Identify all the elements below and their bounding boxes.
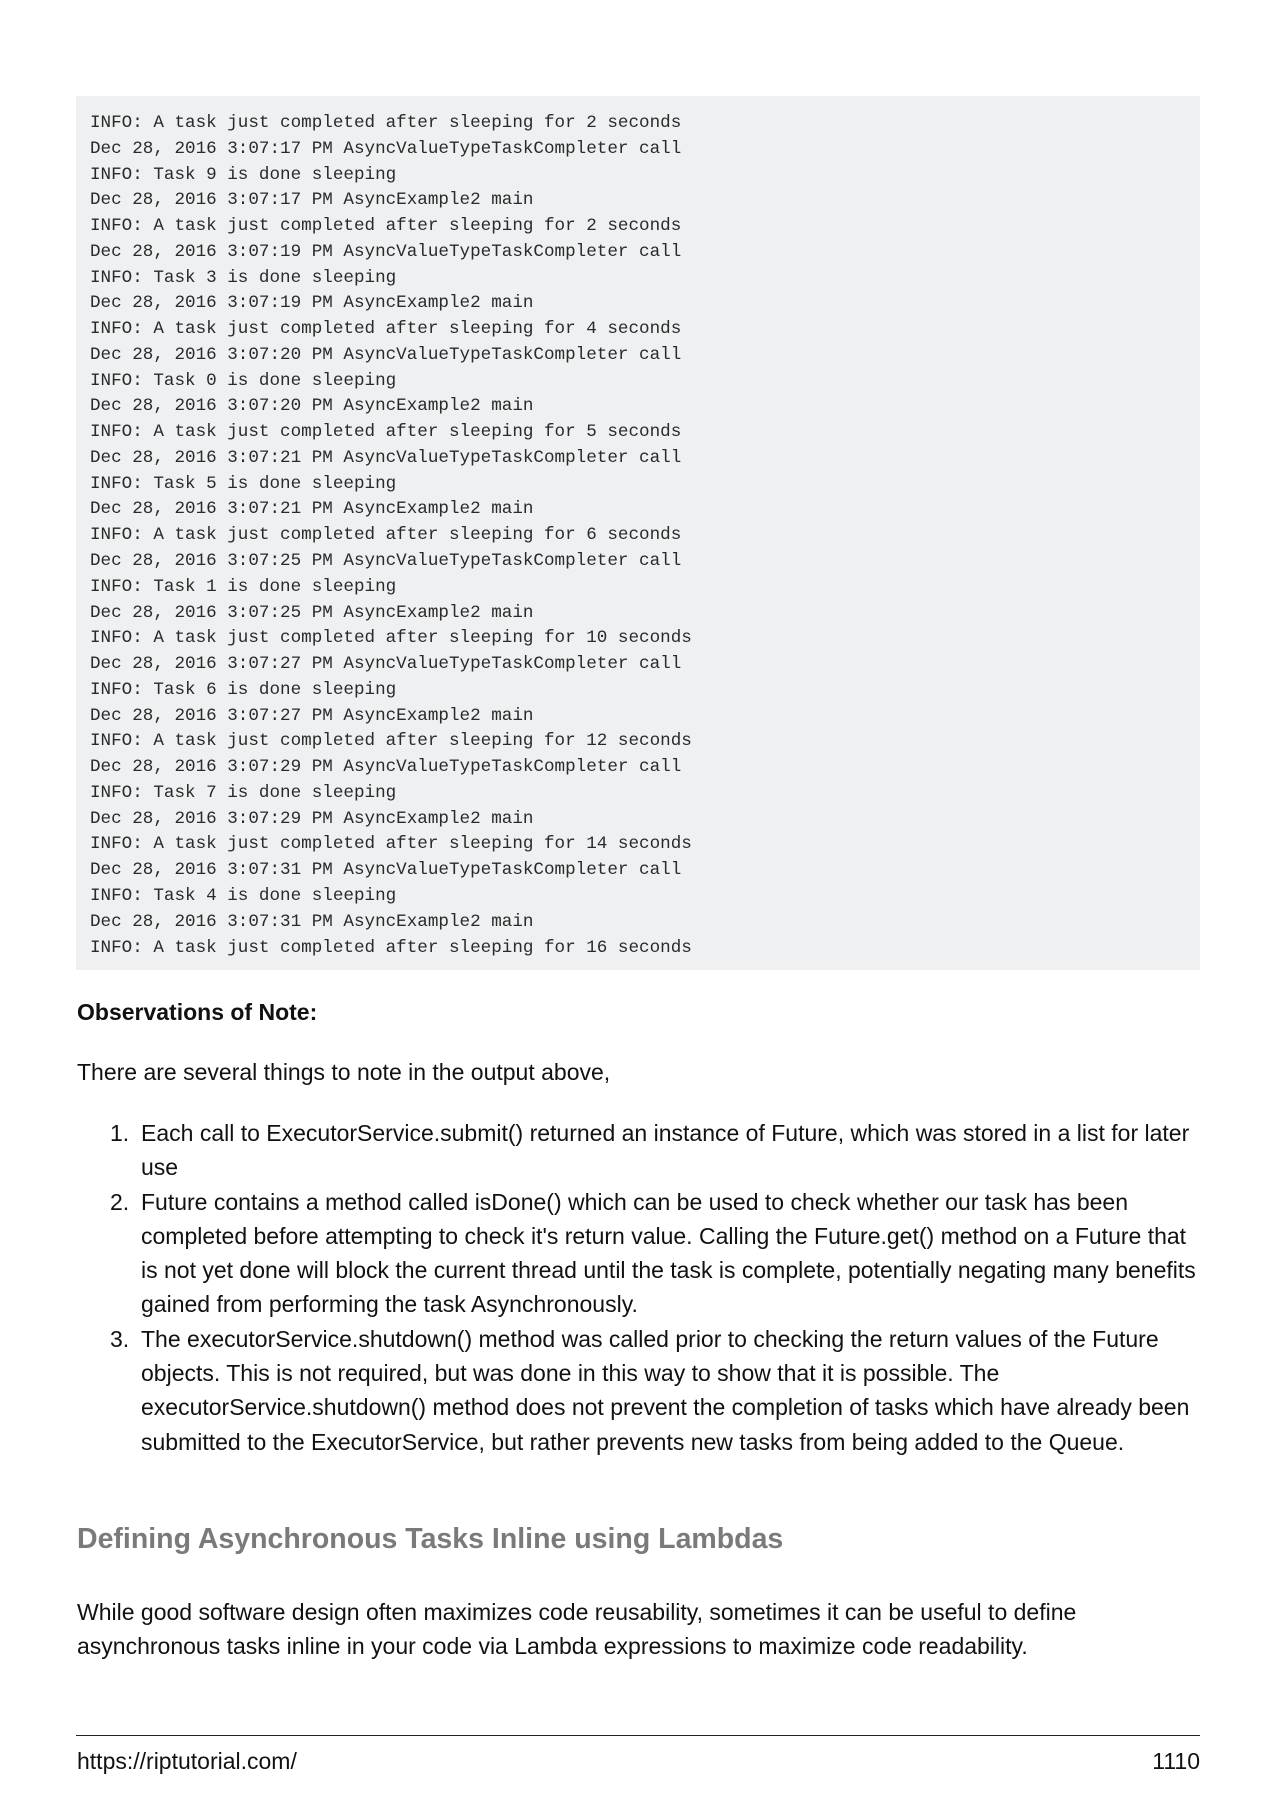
code-line: Dec 28, 2016 3:07:27 PM AsyncValueTypeTaskCompleter call — [90, 654, 682, 675]
list-item-text: Each call to ExecutorService.submit() returned an instance of Future, which was stored in a list for later use — [141, 1120, 1190, 1181]
code-line: INFO: Task 1 is done sleeping — [90, 576, 397, 597]
code-line: INFO: A task just completed after sleeping for 10 seconds — [90, 628, 692, 649]
code-output-block — [76, 96, 1200, 970]
code-line: Dec 28, 2016 3:07:20 PM AsyncExample2 main — [90, 396, 534, 417]
code-line: INFO: A task just completed after sleeping for 14 seconds — [90, 834, 692, 855]
code-line: INFO: A task just completed after sleeping for 6 seconds — [90, 525, 682, 546]
code-line: INFO: Task 6 is done sleeping — [90, 679, 397, 700]
list-item-text: The executorService.shutdown() method was called prior to checking the return values of the Future objects. This is not required, but was done in this way to show that it is possible. The executorService.shutdown() method does not prevent the completion of tasks which have already been submitted to the ExecutorService, but rather prevents new tasks from being added to the Queue. — [141, 1325, 1190, 1455]
code-line: INFO: Task 5 is done sleeping — [90, 473, 397, 494]
code-line: INFO: Task 9 is done sleeping — [90, 164, 397, 185]
code-line: INFO: A task just completed after sleeping for 5 seconds — [90, 422, 682, 443]
observations-list — [77, 1116, 1197, 1459]
code-line: Dec 28, 2016 3:07:25 PM AsyncValueTypeTaskCompleter call — [90, 551, 682, 572]
code-line: INFO: A task just completed after sleeping for 2 seconds — [90, 113, 682, 133]
code-line: Dec 28, 2016 3:07:31 PM AsyncExample2 main — [90, 911, 534, 932]
code-line: Dec 28, 2016 3:07:17 PM AsyncValueTypeTaskCompleter call — [90, 138, 682, 159]
code-line: INFO: A task just completed after sleeping for 12 seconds — [90, 731, 692, 752]
code-line: Dec 28, 2016 3:07:29 PM AsyncValueTypeTaskCompleter call — [90, 757, 682, 778]
code-line: Dec 28, 2016 3:07:21 PM AsyncExample2 main — [90, 499, 534, 520]
code-lines — [90, 111, 1186, 961]
section-body: While good software design often maximizes code reusability, sometimes it can be useful to define asynchronous tasks inline in your code via Lambda expressions to maximize code readability. — [77, 1599, 1077, 1659]
list-item-number: 3. — [110, 1325, 130, 1352]
footer-divider — [76, 1735, 1200, 1736]
observations-intro: There are several things to note in the output above, — [77, 1059, 611, 1085]
code-line: INFO: A task just completed after sleeping for 2 seconds — [90, 216, 682, 237]
code-line: Dec 28, 2016 3:07:20 PM AsyncValueTypeTaskCompleter call — [90, 344, 682, 365]
code-line: Dec 28, 2016 3:07:31 PM AsyncValueTypeTaskCompleter call — [90, 860, 682, 881]
list-item — [77, 1185, 1197, 1322]
list-item-number: 2. — [110, 1188, 130, 1215]
section-heading: Defining Asynchronous Tasks Inline using Lambdas — [77, 1523, 784, 1555]
list-item-number: 1. — [110, 1120, 130, 1146]
list-item-text: Future contains a method called isDone() which can be used to check whether our task has been completed before attempting to check it's return value. Calling the Future.get() method on a Future that is not yet done will block the current thread until the task is complete, potentially negating many benefits gained from performing the task Asynchronously. — [141, 1188, 1196, 1318]
code-line: INFO: Task 4 is done sleeping — [90, 885, 397, 906]
code-line: Dec 28, 2016 3:07:21 PM AsyncValueTypeTaskCompleter call — [90, 447, 682, 468]
code-line: Dec 28, 2016 3:07:25 PM AsyncExample2 main — [90, 602, 534, 623]
list-item — [77, 1116, 1197, 1185]
code-line: INFO: Task 0 is done sleeping — [90, 370, 397, 391]
code-line: Dec 28, 2016 3:07:17 PM AsyncExample2 main — [90, 190, 534, 211]
code-line: Dec 28, 2016 3:07:19 PM AsyncValueTypeTaskCompleter call — [90, 241, 682, 262]
code-line: INFO: Task 3 is done sleeping — [90, 267, 397, 288]
page-number: 1110 — [1152, 1748, 1200, 1774]
code-line: INFO: A task just completed after sleeping for 16 seconds — [90, 937, 692, 958]
list-item — [77, 1322, 1197, 1459]
footer-url-link[interactable]: https://riptutorial.com/ — [77, 1748, 297, 1774]
code-line: Dec 28, 2016 3:07:29 PM AsyncExample2 main — [90, 808, 534, 829]
observations-heading: Observations of Note: — [77, 999, 318, 1025]
code-line: Dec 28, 2016 3:07:19 PM AsyncExample2 main — [90, 293, 534, 314]
code-line: INFO: Task 7 is done sleeping — [90, 782, 397, 803]
code-line: Dec 28, 2016 3:07:27 PM AsyncExample2 main — [90, 705, 534, 726]
code-line: INFO: A task just completed after sleeping for 4 seconds — [90, 319, 682, 340]
